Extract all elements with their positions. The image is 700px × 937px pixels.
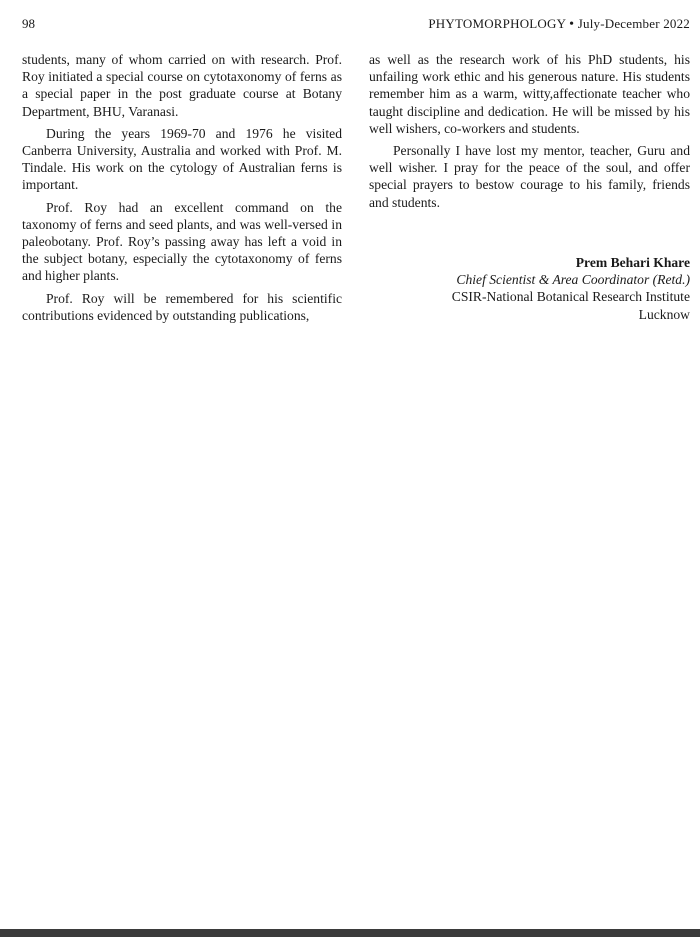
bottom-bar	[0, 929, 700, 937]
paragraph: as well as the research work of his PhD students, his unfailing work ethic and his generous nature. His students remember him as a warm, witty,affectionate teacher who taught discipline and dedication. He will be missed by his well wishers, co-workers and students.	[369, 52, 690, 136]
left-column	[22, 51, 342, 329]
paragraph: During the years 1969-70 and 1976 he visited Canberra University, Australia and worked with Prof. M. Tindale. His work on the cytology of Australian ferns is important.	[22, 125, 342, 193]
paragraph: Personally I have lost my mentor, teacher, Guru and well wisher. I pray for the peace of the soul, and offer special prayers to bestow courage to his family, friends and students.	[369, 143, 690, 210]
signature-block	[452, 254, 690, 323]
page-header	[22, 14, 690, 34]
right-column	[369, 51, 690, 216]
journal-name: PHYTOMORPHOLOGY	[428, 16, 566, 31]
page-number: 98	[22, 16, 35, 31]
author-name: Prem Behari Khare	[575, 255, 690, 270]
author-city: Lucknow	[638, 306, 690, 322]
author-institute: CSIR-National Botanical Research Institute	[451, 289, 690, 305]
paragraph: Prof. Roy will be remembered for his scientific contributions evidenced by outstanding publications,	[22, 290, 342, 323]
journal-info	[428, 14, 690, 35]
paragraph: students, many of whom carried on with research. Prof. Roy initiated a special course on cytotaxonomy of ferns as a special paper in the post graduate course at Botany Department, BHU, Varanasi.	[22, 52, 342, 119]
bullet-separator: •	[569, 17, 575, 32]
issue-date: July-December 2022	[577, 16, 690, 31]
paragraph: Prof. Roy had an excellent command on the taxonomy of ferns and seed plants, and was well-versed in paleobotany. Prof. Roy’s passing away has left a void in the subject botany, especially the cytotaxonomy of ferns and higher plants.	[22, 199, 342, 284]
author-title: Chief Scientist & Area Coordinator (Retd.)	[456, 272, 690, 288]
